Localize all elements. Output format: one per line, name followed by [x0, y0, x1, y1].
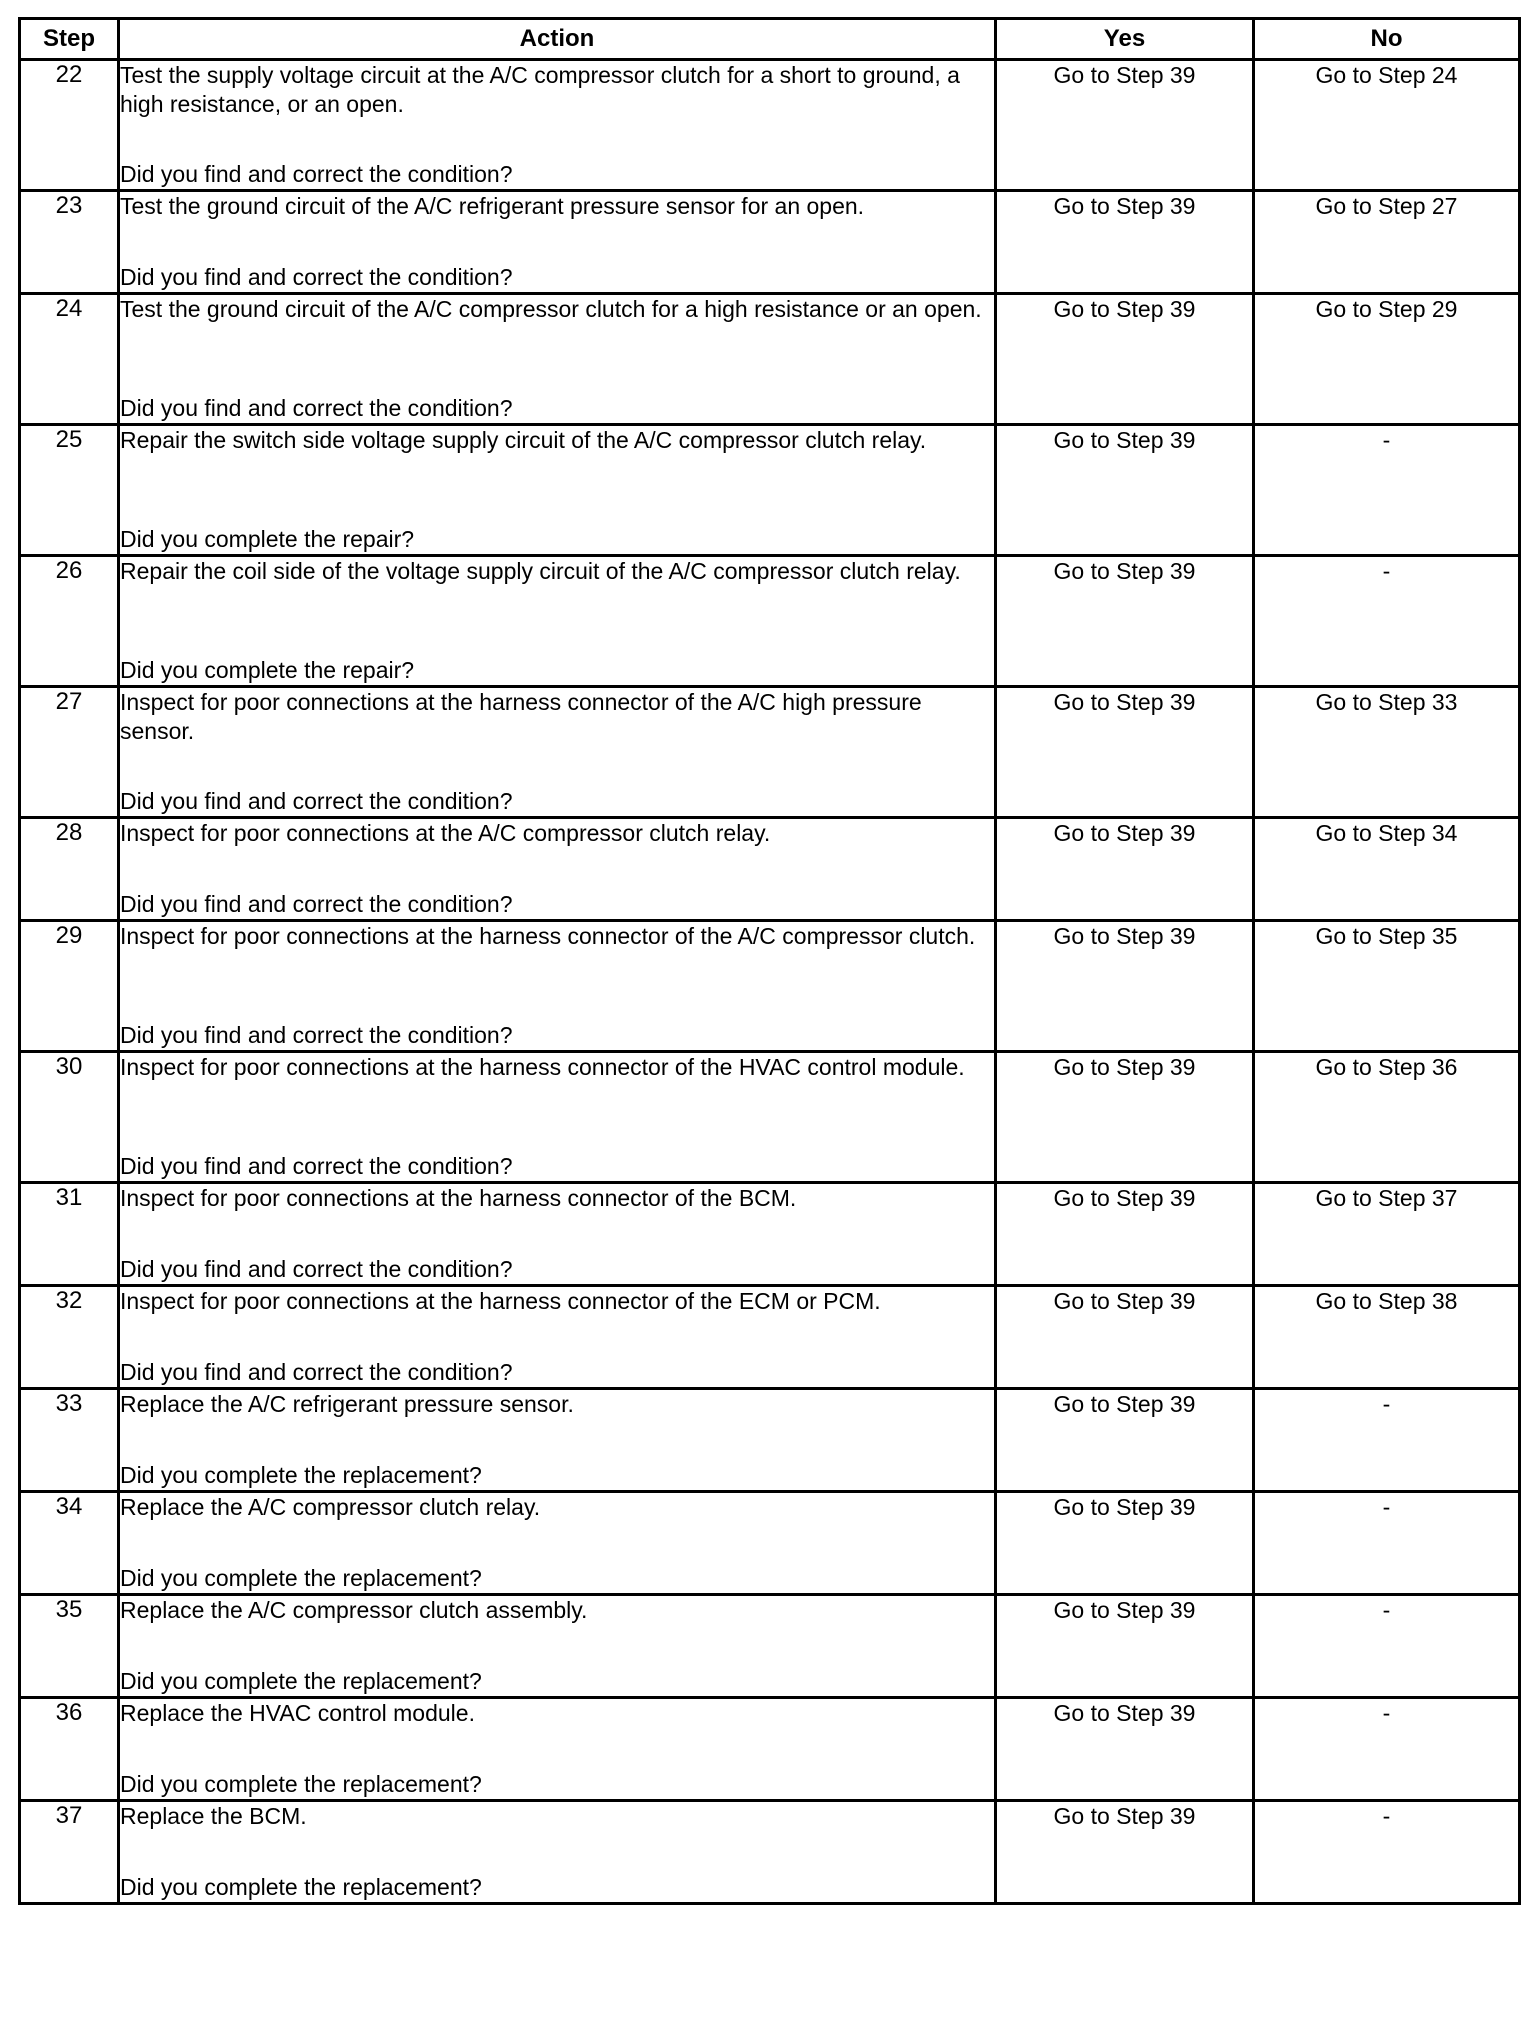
table-row	[20, 1052, 1520, 1183]
action-instruction: Replace the A/C refrigerant pressure sensor.	[120, 1391, 574, 1417]
table-row	[20, 921, 1520, 1052]
header-step: Step	[20, 19, 119, 60]
action-cell	[119, 687, 996, 818]
yes-result: Go to Step 39	[996, 1698, 1254, 1801]
action-cell	[119, 1801, 996, 1904]
table-row	[20, 556, 1520, 687]
action-instruction: Inspect for poor connections at the harness connector of the BCM.	[120, 1185, 797, 1211]
no-result: -	[1254, 1595, 1520, 1698]
table-row	[20, 1698, 1520, 1801]
no-result: Go to Step 34	[1254, 818, 1520, 921]
action-question: Did you complete the repair?	[120, 526, 415, 552]
action-instruction: Test the ground circuit of the A/C refrigerant pressure sensor for an open.	[120, 193, 865, 219]
no-result: Go to Step 27	[1254, 191, 1520, 294]
header-action: Action	[119, 19, 996, 60]
yes-result: Go to Step 39	[996, 1286, 1254, 1389]
no-result: Go to Step 35	[1254, 921, 1520, 1052]
step-number: 23	[20, 191, 119, 294]
yes-result: Go to Step 39	[996, 1052, 1254, 1183]
step-number: 31	[20, 1183, 119, 1286]
no-result: Go to Step 29	[1254, 294, 1520, 425]
step-number: 34	[20, 1492, 119, 1595]
action-question: Did you complete the replacement?	[120, 1462, 482, 1488]
yes-result: Go to Step 39	[996, 1389, 1254, 1492]
action-cell	[119, 556, 996, 687]
yes-result: Go to Step 39	[996, 294, 1254, 425]
table-row	[20, 60, 1520, 191]
no-result: -	[1254, 1492, 1520, 1595]
header-no: No	[1254, 19, 1520, 60]
action-instruction: Inspect for poor connections at the harness connector of the A/C compressor clutch.	[120, 923, 976, 949]
yes-result: Go to Step 39	[996, 1595, 1254, 1698]
action-question: Did you complete the replacement?	[120, 1668, 482, 1694]
no-result: Go to Step 24	[1254, 60, 1520, 191]
action-instruction: Repair the coil side of the voltage supply circuit of the A/C compressor clutch relay.	[120, 558, 961, 584]
action-instruction: Test the supply voltage circuit at the A/C compressor clutch for a short to ground, a high resistance, or an open.	[120, 62, 960, 117]
yes-result: Go to Step 39	[996, 60, 1254, 191]
table-row	[20, 425, 1520, 556]
table-row	[20, 1286, 1520, 1389]
no-result: -	[1254, 425, 1520, 556]
action-question: Did you find and correct the condition?	[120, 1256, 513, 1282]
action-instruction: Inspect for poor connections at the harness connector of the A/C high pressure sensor.	[120, 689, 922, 744]
table-row	[20, 294, 1520, 425]
step-number: 22	[20, 60, 119, 191]
action-cell	[119, 425, 996, 556]
action-cell	[119, 1492, 996, 1595]
no-result: Go to Step 38	[1254, 1286, 1520, 1389]
step-number: 33	[20, 1389, 119, 1492]
action-question: Did you complete the replacement?	[120, 1771, 482, 1797]
table-row	[20, 1492, 1520, 1595]
yes-result: Go to Step 39	[996, 921, 1254, 1052]
table-row	[20, 1183, 1520, 1286]
step-number: 37	[20, 1801, 119, 1904]
no-result: Go to Step 36	[1254, 1052, 1520, 1183]
header-row	[20, 19, 1520, 60]
no-result: -	[1254, 556, 1520, 687]
step-number: 35	[20, 1595, 119, 1698]
action-question: Did you find and correct the condition?	[120, 1359, 513, 1385]
table-row	[20, 191, 1520, 294]
action-instruction: Inspect for poor connections at the A/C compressor clutch relay.	[120, 820, 771, 846]
step-number: 24	[20, 294, 119, 425]
action-instruction: Replace the A/C compressor clutch relay.	[120, 1494, 541, 1520]
step-number: 29	[20, 921, 119, 1052]
step-number: 27	[20, 687, 119, 818]
table-row	[20, 1389, 1520, 1492]
action-cell	[119, 1052, 996, 1183]
action-cell	[119, 60, 996, 191]
action-question: Did you complete the repair?	[120, 657, 415, 683]
step-number: 26	[20, 556, 119, 687]
action-question: Did you find and correct the condition?	[120, 1153, 513, 1179]
action-instruction: Test the ground circuit of the A/C compressor clutch for a high resistance or an open.	[120, 296, 982, 322]
yes-result: Go to Step 39	[996, 1801, 1254, 1904]
action-instruction: Replace the A/C compressor clutch assembly.	[120, 1597, 588, 1623]
table-row	[20, 1801, 1520, 1904]
action-cell	[119, 1698, 996, 1801]
step-number: 25	[20, 425, 119, 556]
yes-result: Go to Step 39	[996, 425, 1254, 556]
yes-result: Go to Step 39	[996, 556, 1254, 687]
action-question: Did you find and correct the condition?	[120, 264, 513, 290]
table-row	[20, 687, 1520, 818]
action-question: Did you find and correct the condition?	[120, 161, 513, 187]
table-row	[20, 818, 1520, 921]
no-result: Go to Step 33	[1254, 687, 1520, 818]
yes-result: Go to Step 39	[996, 818, 1254, 921]
action-instruction: Replace the HVAC control module.	[120, 1700, 475, 1726]
action-cell	[119, 1595, 996, 1698]
action-question: Did you complete the replacement?	[120, 1565, 482, 1591]
action-instruction: Inspect for poor connections at the harness connector of the HVAC control module.	[120, 1054, 965, 1080]
step-number: 36	[20, 1698, 119, 1801]
action-cell	[119, 1286, 996, 1389]
action-instruction: Replace the BCM.	[120, 1803, 307, 1829]
action-instruction: Inspect for poor connections at the harness connector of the ECM or PCM.	[120, 1288, 881, 1314]
action-cell	[119, 294, 996, 425]
action-cell	[119, 1183, 996, 1286]
step-number: 28	[20, 818, 119, 921]
action-instruction: Repair the switch side voltage supply circuit of the A/C compressor clutch relay.	[120, 427, 927, 453]
step-number: 32	[20, 1286, 119, 1389]
step-number: 30	[20, 1052, 119, 1183]
action-question: Did you find and correct the condition?	[120, 788, 513, 814]
yes-result: Go to Step 39	[996, 191, 1254, 294]
action-question: Did you complete the replacement?	[120, 1874, 482, 1900]
action-cell	[119, 1389, 996, 1492]
action-question: Did you find and correct the condition?	[120, 1022, 513, 1048]
header-yes: Yes	[996, 19, 1254, 60]
no-result: Go to Step 37	[1254, 1183, 1520, 1286]
yes-result: Go to Step 39	[996, 1183, 1254, 1286]
action-question: Did you find and correct the condition?	[120, 891, 513, 917]
yes-result: Go to Step 39	[996, 1492, 1254, 1595]
action-cell	[119, 191, 996, 294]
no-result: -	[1254, 1801, 1520, 1904]
no-result: -	[1254, 1698, 1520, 1801]
action-question: Did you find and correct the condition?	[120, 395, 513, 421]
yes-result: Go to Step 39	[996, 687, 1254, 818]
action-cell	[119, 818, 996, 921]
table-row	[20, 1595, 1520, 1698]
diagnostic-table	[18, 17, 1521, 1905]
no-result: -	[1254, 1389, 1520, 1492]
action-cell	[119, 921, 996, 1052]
